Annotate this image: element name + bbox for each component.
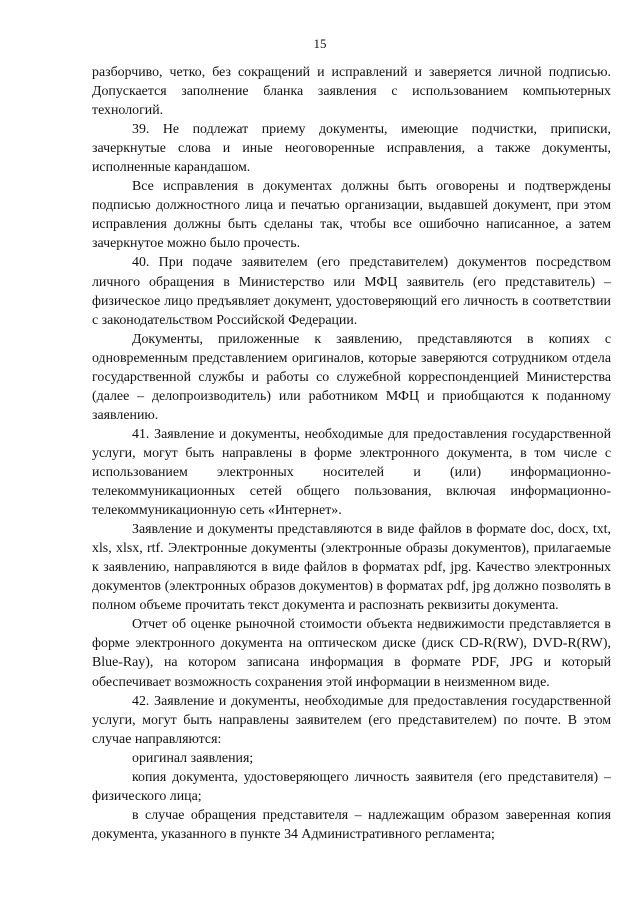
list-item-representative: в случае обращения представителя – надлежащим образом заверенная копия документа, указанного в пункте 34 Административного регламента;	[92, 807, 611, 842]
paragraph-file-formats: Заявление и документы представляются в виде файлов в формате doc, docx, txt, xls, xlsx, rtf. Электронные документы (электронные образы документов), прилагаемые к заявлению, направляются в виде файлов в форматах pdf, jpg. Качество электронных документов (электронных образов документов) в форматах pdf, jpg должно позволять в полном объеме прочитать текст документа и распознать реквизиты документа.	[92, 522, 611, 614]
list-item-id-copy: копия документа, удостоверяющего личность заявителя (его представителя) – физического лица;	[92, 769, 611, 804]
document-body	[92, 63, 611, 844]
paragraph-item-39: 39. Не подлежат приему документы, имеющие подчистки, приписки, зачеркнутые слова и иные неоговоренные исправления, а также документы, исполненные карандашом.	[92, 122, 611, 176]
paragraph-valuation-report: Отчет об оценке рыночной стоимости объекта недвижимости представляется в форме электронного документа на оптическом диске (диск CD-R(RW), DVD-R(RW), Blue-Ray), на котором записана информация в формате PDF, JPG и который обеспечивает возможность сохранения этой информации в неизменном виде.	[92, 617, 611, 690]
paragraph-continuation: разборчиво, четко, без сокращений и исправлений и заверяется личной подписью. Допускается заполнение бланка заявления с использованием компьютерных технологий.	[92, 65, 611, 119]
paragraph-item-42: 42. Заявление и документы, необходимые для предоставления государственной услуги, могут быть направлены заявителем (его представителем) по почте. В этом случае направляются:	[92, 693, 611, 747]
paragraph-item-40: 40. При подаче заявителем (его представителем) документов посредством личного обращения в Министерство или МФЦ заявитель (его представитель) – физическое лицо предъявляет документ, удостоверяющий его личность в соответствии с законодательством Российской Федерации.	[92, 255, 611, 328]
paragraph-corrections: Все исправления в документах должны быть оговорены и подтверждены подписью должностного лица и печатью организации, выдавшей документ, при этом исправления должны быть сделаны так, чтобы все ошибочно написанное, а затем зачеркнутое можно было прочесть.	[92, 179, 611, 252]
list-item-original: оригинал заявления;	[132, 750, 254, 766]
page-number: 15	[313, 36, 327, 51]
paragraph-copies: Документы, приложенные к заявлению, представляются в копиях с одновременным представлением оригиналов, которые заверяются сотрудником отдела государственной службы и работы со служебной корреспонденцией Министерства (далее – делопроизводитель) или работником МФЦ и приобщаются к поданному заявлению.	[92, 331, 611, 423]
paragraph-item-41: 41. Заявление и документы, необходимые для предоставления государственной услуги, могут быть направлены в форме электронного документа, в том числе с использованием электронных носителей и (или) информационно-телекоммуникационных сетей общего пользования, включая информационно-телекоммуникационную сеть «Интернет».	[92, 426, 611, 519]
